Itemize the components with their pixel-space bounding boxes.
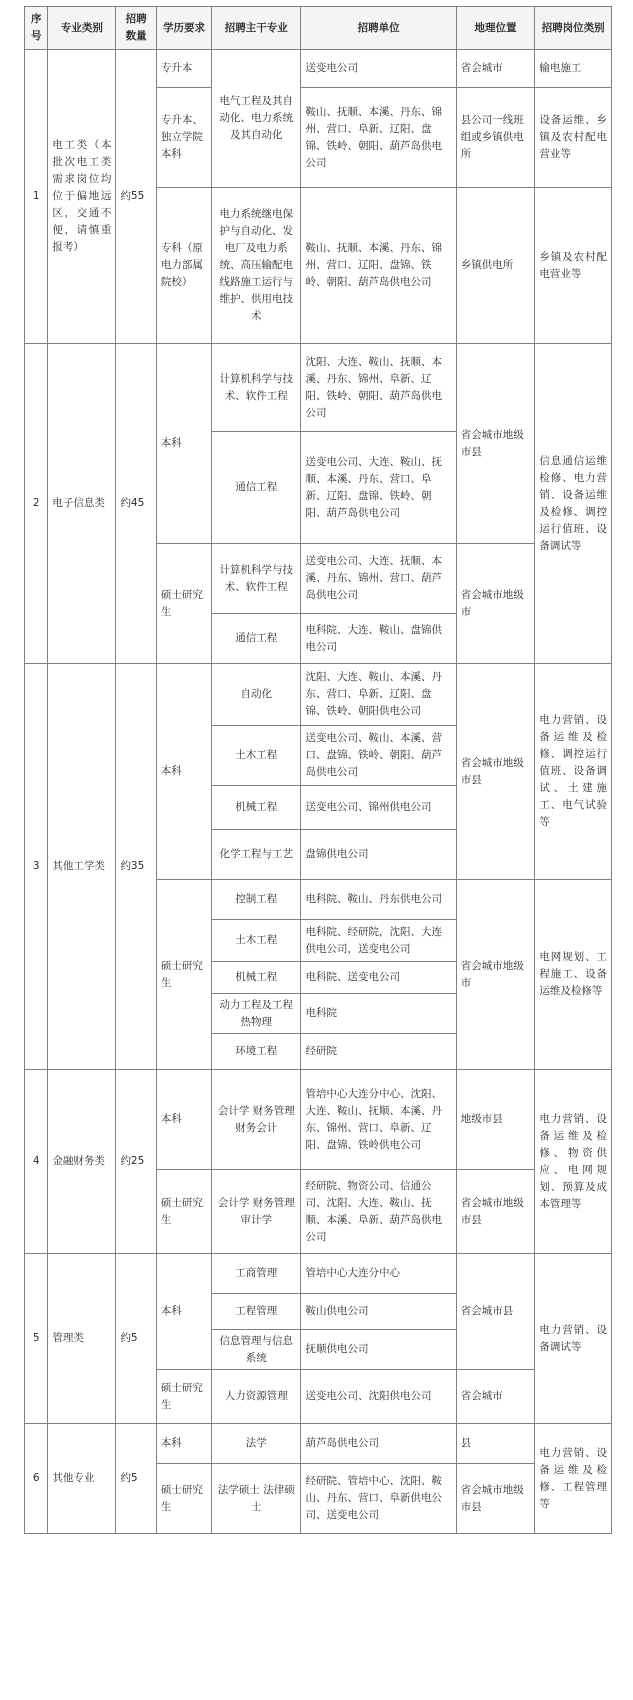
row-job: 设备运维、乡镇及农村配电营业等 — [535, 88, 612, 188]
row-count: 约25 — [116, 1070, 156, 1254]
row-unit: 电科院 — [301, 994, 456, 1034]
row-unit: 经研院、管培中心、沈阳、鞍山、丹东、营口、阜新供电公司、送变电公司 — [301, 1464, 456, 1534]
recruitment-table-container — [24, 6, 612, 1534]
row-major: 工程管理 — [212, 1294, 301, 1330]
row-major: 通信工程 — [212, 432, 301, 544]
row-location: 县公司一线班组或乡镇供电所 — [456, 88, 535, 188]
row-count: 约35 — [116, 664, 156, 1070]
row-category: 电工类（本批次电工类需求岗位均位于偏地远区，交通不便，请慎重报考） — [48, 50, 116, 344]
header-seq: 序号 — [25, 7, 48, 50]
row-major: 通信工程 — [212, 614, 301, 664]
header-unit: 招聘单位 — [301, 7, 456, 50]
table-row — [25, 1424, 612, 1464]
header-row — [25, 7, 612, 50]
header-category: 专业类别 — [48, 7, 116, 50]
table-row — [25, 1070, 612, 1170]
row-education: 本科 — [156, 1424, 211, 1464]
row-seq: 1 — [25, 50, 48, 344]
row-count: 约5 — [116, 1254, 156, 1424]
row-major: 会计学 财务管理 审计学 — [212, 1170, 301, 1254]
row-education: 本科 — [156, 1254, 211, 1370]
recruitment-table — [24, 6, 612, 1534]
row-category: 金融财务类 — [48, 1070, 116, 1254]
row-unit: 送变电公司、锦州供电公司 — [301, 786, 456, 830]
row-major: 电力系统继电保护与自动化、发电厂及电力系统、高压输配电线路施工运行与维护、供用电技术 — [212, 188, 301, 344]
row-unit: 抚顺供电公司 — [301, 1330, 456, 1370]
row-major: 自动化 — [212, 664, 301, 726]
row-location: 省会城市县 — [456, 1254, 535, 1370]
row-unit: 经研院 — [301, 1034, 456, 1070]
row-major: 化学工程与工艺 — [212, 830, 301, 880]
row-major: 控制工程 — [212, 880, 301, 920]
row-location: 省会城市地级市 — [456, 880, 535, 1070]
row-major: 动力工程及工程热物理 — [212, 994, 301, 1034]
row-major: 电气工程及其自动化、电力系统及其自动化 — [212, 50, 301, 188]
row-job: 输电施工 — [535, 50, 612, 88]
header-count: 招聘数量 — [116, 7, 156, 50]
row-major: 机械工程 — [212, 962, 301, 994]
row-job: 电力营销、设备运维及检修、调控运行值班、设备调试、土建施工、电气试验等 — [535, 664, 612, 880]
row-unit: 经研院、物资公司、信通公司、沈阳、大连、鞍山、抚顺、本溪、阜新、葫芦岛供电公司 — [301, 1170, 456, 1254]
table-row — [25, 1254, 612, 1294]
row-unit: 送变电公司、沈阳供电公司 — [301, 1370, 456, 1424]
row-job: 乡镇及农村配电营业等 — [535, 188, 612, 344]
header-education: 学历要求 — [156, 7, 211, 50]
row-unit: 管培中心大连分中心、沈阳、大连、鞍山、抚顺、本溪、丹东、锦州、营口、阜新、辽阳、盘锦、铁岭供电公司 — [301, 1070, 456, 1170]
row-unit: 电科院、送变电公司 — [301, 962, 456, 994]
table-row — [25, 344, 612, 432]
row-category: 其他工学类 — [48, 664, 116, 1070]
row-job: 电力营销、设备运维及检修、工程管理等 — [535, 1424, 612, 1534]
row-unit: 沈阳、大连、鞍山、本溪、丹东、营口、阜新、辽阳、盘锦、铁岭、朝阳供电公司 — [301, 664, 456, 726]
row-unit: 鞍山供电公司 — [301, 1294, 456, 1330]
row-count: 约45 — [116, 344, 156, 664]
table-row — [25, 50, 612, 88]
row-unit: 沈阳、大连、鞍山、抚顺、本溪、丹东、锦州、阜新、辽阳、铁岭、朝阳、葫芦岛供电公司 — [301, 344, 456, 432]
row-education: 硕士研究生 — [156, 1370, 211, 1424]
row-education: 硕士研究生 — [156, 1464, 211, 1534]
row-count: 约55 — [116, 50, 156, 344]
row-education: 本科 — [156, 664, 211, 880]
row-education: 专升本 — [156, 50, 211, 88]
row-job: 信息通信运维检修、电力营销、设备运维及检修、调控运行值班、设备调试等 — [535, 344, 612, 664]
row-unit: 送变电公司、大连、抚顺、本溪、丹东、锦州、营口、葫芦岛供电公司 — [301, 544, 456, 614]
row-seq: 2 — [25, 344, 48, 664]
row-education: 本科 — [156, 344, 211, 544]
row-unit: 送变电公司、鞍山、本溪、营口、盘锦、铁岭、朝阳、葫芦岛供电公司 — [301, 726, 456, 786]
row-major: 计算机科学与技术、软件工程 — [212, 344, 301, 432]
row-major: 计算机科学与技术、软件工程 — [212, 544, 301, 614]
row-major: 工商管理 — [212, 1254, 301, 1294]
row-unit: 送变电公司 — [301, 50, 456, 88]
row-unit: 管培中心大连分中心 — [301, 1254, 456, 1294]
row-major: 机械工程 — [212, 786, 301, 830]
row-location: 省会城市地级市县 — [456, 664, 535, 880]
row-unit: 盘锦供电公司 — [301, 830, 456, 880]
row-job: 电力营销、设备调试等 — [535, 1254, 612, 1424]
header-location: 地理位置 — [456, 7, 535, 50]
row-location: 省会城市 — [456, 1370, 535, 1424]
row-unit: 电科院、经研院，沈阳、大连供电公司，送变电公司 — [301, 920, 456, 962]
row-job: 电力营销、设备运维及检修、物资供应、电网规划、预算及成本管理等 — [535, 1070, 612, 1254]
row-major: 会计学 财务管理 财务会计 — [212, 1070, 301, 1170]
table-row — [25, 664, 612, 726]
row-category: 电子信息类 — [48, 344, 116, 664]
row-unit: 电科院、大连、鞍山、盘锦供电公司 — [301, 614, 456, 664]
row-location: 县 — [456, 1424, 535, 1464]
row-unit: 电科院、鞍山、丹东供电公司 — [301, 880, 456, 920]
row-category: 其他专业 — [48, 1424, 116, 1534]
row-major: 法学硕士 法律硕士 — [212, 1464, 301, 1534]
row-education: 硕士研究生 — [156, 544, 211, 664]
row-education: 专升本、独立学院本科 — [156, 88, 211, 188]
row-seq: 3 — [25, 664, 48, 1070]
row-count: 约5 — [116, 1424, 156, 1534]
row-location: 省会城市地级市 — [456, 544, 535, 664]
row-seq: 5 — [25, 1254, 48, 1424]
row-seq: 4 — [25, 1070, 48, 1254]
row-job: 电网规划、工程施工、设备运维及检修等 — [535, 880, 612, 1070]
row-major: 土木工程 — [212, 920, 301, 962]
row-major: 土木工程 — [212, 726, 301, 786]
row-education: 专科（原电力部属院校） — [156, 188, 211, 344]
row-location: 地级市县 — [456, 1070, 535, 1170]
row-category: 管理类 — [48, 1254, 116, 1424]
header-major: 招聘主干专业 — [212, 7, 301, 50]
row-location: 省会城市 — [456, 50, 535, 88]
row-education: 硕士研究生 — [156, 880, 211, 1070]
row-seq: 6 — [25, 1424, 48, 1534]
row-major: 人力资源管理 — [212, 1370, 301, 1424]
row-major: 环境工程 — [212, 1034, 301, 1070]
row-unit: 鞍山、抚顺、本溪、丹东、锦州、营口、辽阳、盘锦、铁岭、朝阳、葫芦岛供电公司 — [301, 188, 456, 344]
row-major: 信息管理与信息系统 — [212, 1330, 301, 1370]
row-location: 省会城市地级市县 — [456, 344, 535, 544]
row-education: 本科 — [156, 1070, 211, 1170]
row-unit: 葫芦岛供电公司 — [301, 1424, 456, 1464]
header-job: 招聘岗位类别 — [535, 7, 612, 50]
row-major: 法学 — [212, 1424, 301, 1464]
row-location: 省会城市地级市县 — [456, 1170, 535, 1254]
row-unit: 送变电公司、大连、鞍山、抚顺、本溪、丹东、营口、阜新、辽阳、盘锦、铁岭、朝阳、葫芦岛供电公司 — [301, 432, 456, 544]
row-unit: 鞍山、抚顺、本溪、丹东、锦州、营口、阜新、辽阳、盘锦、铁岭、朝阳、葫芦岛供电公司 — [301, 88, 456, 188]
row-education: 硕士研究生 — [156, 1170, 211, 1254]
row-location: 省会城市地级市县 — [456, 1464, 535, 1534]
row-location: 乡镇供电所 — [456, 188, 535, 344]
